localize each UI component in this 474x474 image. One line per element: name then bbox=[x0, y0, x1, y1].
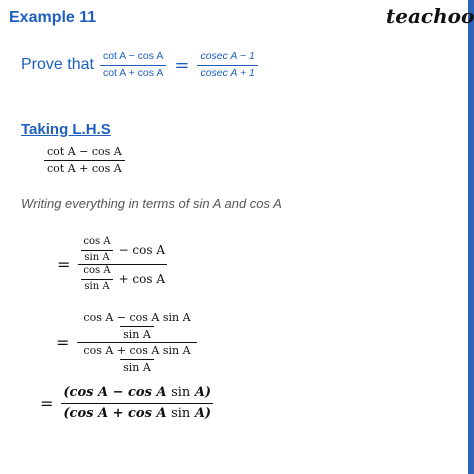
step-1 bbox=[57, 236, 167, 293]
step-3-den-tail: A) bbox=[194, 405, 212, 421]
step-3-num-tail: A) bbox=[194, 385, 212, 400]
problem-lhs-fraction bbox=[100, 51, 166, 78]
step-1-fraction bbox=[78, 236, 167, 293]
problem-equals-sign: = bbox=[174, 54, 190, 76]
step-1-top-inner-num: cos A bbox=[83, 236, 111, 247]
lhs-fraction bbox=[44, 146, 125, 174]
problem-rhs-denominator: cosec A + 1 bbox=[197, 65, 257, 79]
step-3-denominator bbox=[61, 403, 213, 424]
step-2-top-den: sin A bbox=[120, 326, 154, 341]
step-3 bbox=[40, 383, 213, 423]
step-1-equals: = bbox=[57, 255, 71, 274]
step-2-bottom-fraction bbox=[80, 345, 193, 373]
step-3-den-main: (cos A + cos A bbox=[63, 405, 167, 421]
teachoo-logo: teachoo bbox=[386, 4, 474, 28]
problem-lhs-numerator: cot A − cos A bbox=[102, 50, 164, 63]
step-2-top-num: cos A − cos A sin A bbox=[83, 311, 191, 324]
problem-lhs-denominator: cot A + cos A bbox=[100, 65, 166, 79]
step-2-equals: = bbox=[56, 333, 70, 353]
step-1-bottom-inner-num: cos A bbox=[83, 265, 111, 276]
problem-rhs-fraction bbox=[197, 51, 257, 78]
step-3-equals: = bbox=[40, 393, 54, 413]
lhs-expression bbox=[44, 146, 125, 174]
lhs-denominator: cot A + cos A bbox=[44, 160, 125, 175]
step-3-fraction bbox=[61, 383, 213, 423]
prove-prefix: Prove that bbox=[21, 56, 94, 73]
step-1-top-inner-den: sin A bbox=[81, 250, 112, 264]
step-1-top-inner-fraction bbox=[80, 237, 113, 263]
example-title: Example 11 bbox=[9, 9, 97, 26]
step-1-bottom-rest: + cos A bbox=[118, 271, 166, 286]
problem-rhs-numerator: cosec A − 1 bbox=[200, 50, 255, 63]
step-1-denominator bbox=[78, 264, 167, 293]
step-1-top-rest: − cos A bbox=[118, 242, 166, 257]
note-text: Writing everything in terms of sin A and cos A bbox=[21, 196, 282, 211]
step-1-numerator bbox=[78, 236, 167, 264]
step-2 bbox=[56, 312, 197, 373]
step-3-num-sin: sin bbox=[171, 385, 191, 400]
step-3-num-main: (cos A − cos A bbox=[63, 385, 167, 400]
step-2-bottom-num: cos A + cos A sin A bbox=[83, 344, 191, 358]
step-3-den-sin: sin bbox=[171, 405, 191, 421]
right-edge-bar bbox=[468, 0, 474, 474]
step-2-fraction bbox=[77, 312, 196, 373]
step-1-bottom-inner-den: sin A bbox=[81, 279, 112, 293]
step-3-numerator bbox=[61, 383, 213, 403]
step-2-bottom-den: sin A bbox=[120, 359, 154, 374]
lhs-numerator: cot A − cos A bbox=[47, 145, 122, 158]
step-2-top-fraction bbox=[80, 312, 193, 340]
step-2-numerator bbox=[77, 312, 196, 342]
step-2-denominator bbox=[77, 342, 196, 373]
section-heading: Taking L.H.S bbox=[21, 121, 111, 138]
step-1-bottom-inner-fraction bbox=[80, 266, 113, 292]
problem-statement bbox=[21, 48, 258, 82]
